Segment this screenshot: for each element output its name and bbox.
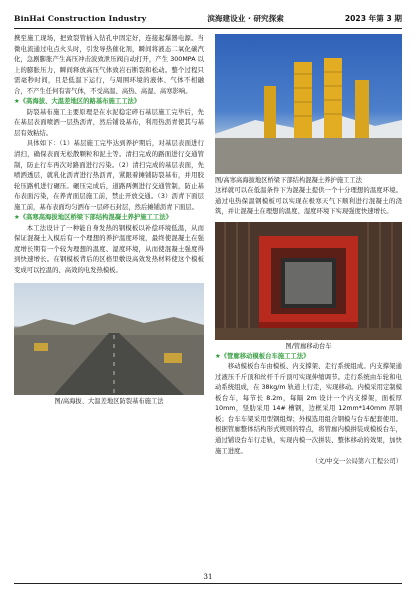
page-number: 31 <box>203 573 213 581</box>
paragraph-fabric-steps: 具体如下：（1）基层施工完毕达到养护期后，对基层表面进行清扫，确保表面无松散颗粒和泥土等。清扫完成的路面进行交通管制，防止行车再次对路面进行污染。（2）清扫完成的基层表面，先喷洒透层，就乳化沥青进行热沥青，紧跟着摊铺防裂基布，并用胶轮压路机进行碾压。碾压完成后，道路两侧进行交通管制，防止基布表面污染，在养青面层施工前，禁止开放交通。（3）沥青下面层施工前，基布表面均匀洒布一层碎石封层，然后摊铺沥青下面层。 <box>14 140 204 211</box>
bridge-pier-photo <box>215 34 402 174</box>
paragraph-heated-formwork: 本工法设计了一种能自身发热的钢模板以补偿环境低温，从而保证混凝土入模后有一个理想的养护温度环境，最终使混凝土在强度增长期有一个较为理想的温度、湿度环境，从而使混凝土强度得到快速增长。在钢模板背后的区格里敷设高效发热材料使这个模板变成可以控温的、高效的电发热模板。 <box>14 224 204 275</box>
bridge-pier-graphic <box>215 34 402 174</box>
road-scene-graphic <box>14 283 204 395</box>
road-construction-photo <box>14 283 204 395</box>
journal-name: BinHai Construction Industry <box>14 13 147 23</box>
footer-rule <box>14 583 402 584</box>
left-column <box>14 34 204 407</box>
column-title: 滨海建设业 · 研究探索 <box>207 13 284 23</box>
section-heading-crack-fabric: ★《高海拔、大温差地区的路基布施工工法》 <box>14 98 141 106</box>
right-column <box>215 34 402 468</box>
trolley-graphic <box>215 222 402 340</box>
tunnel-trolley-photo <box>215 222 402 340</box>
figure-caption-road: 图/高海拔、大温差地区防裂基布施工法 <box>54 397 164 405</box>
article-credit: （文/中交一公局第六工程公司） <box>311 458 402 466</box>
section-heading-concrete-curing: ★《高寒高海拔地区桥梁下部结构混凝土养护施工工法》 <box>14 214 172 222</box>
paragraph-trolley-method: 移动模板台车由模板、内支撑架、走行系统组成。内支撑架通过液压千斤顶和丝杆千斤顶可实现伸缩调节。走行系统由车轮和电动系统组成，在 38kg/m 轨道上行走，实现移动。内模采用定制模板台车，每节长 8.2m，每隔 2m 设计一个内支撑架，面板厚 10mm，竖肋采用 14# 槽钢，边框采用 12mm*140mm 厚钢板；台车车架采用型钢组焊；外模选用组合钢模与台车配套使用。根据管廊整体结构形式规则的特点，将管廊内模拼装成模板台车，通过铺设台车行走轨，实现内模一次拼装、整体移动的效果，加快施工进度。 <box>215 363 402 455</box>
issue-number: 2023 年第 3 期 <box>344 13 402 23</box>
paragraph-fabric-principle: 防裂基布施工主要原理是在水泥稳定碎石基层施工完毕后，先在基层表面喷洒一层热沥青，然后铺设基布，利用热沥青使其与基层有效粘结。 <box>14 108 204 137</box>
figure-caption-bridge: 图/高寒高海拔地区桥梁下部结构混凝土养护施工工法 <box>215 177 362 184</box>
paragraph-co2-blasting: 携至施工现场，把致裂管插入钻孔中固定好，连接起爆器电源。当微电流通过电点火头时，引发导热催化剂，瞬间将液态二氧化碳汽化，急剧膨胀产生高压冲击波致泄压阀自动打开，产生 300MPA 以上的膨胀压力，瞬间释放高压气体致岩石断裂和松动。整个过程只需毫秒时间，且是低温下运行，与周围环境的液体、气体不相融合，不产生任何有害气体，不受高温、高热、高湿、高寒影响。 <box>14 35 204 95</box>
paragraph-heated-formwork-cont: 这样就可以在低温条件下为混凝土提供一个十分理想的温度环境。通过电热保温钢模板可以实现在极寒天气下顺利进行混凝土的浇筑，并让混凝土在理想的温度、湿度环境下实现强度快速增长。 <box>215 187 402 216</box>
section-heading-trolley-method: ★《管廊移动模板台车施工工法》 <box>215 352 310 360</box>
page-header <box>14 8 402 29</box>
figure-caption-trolley: 图/管廊移动台车 <box>285 342 332 350</box>
